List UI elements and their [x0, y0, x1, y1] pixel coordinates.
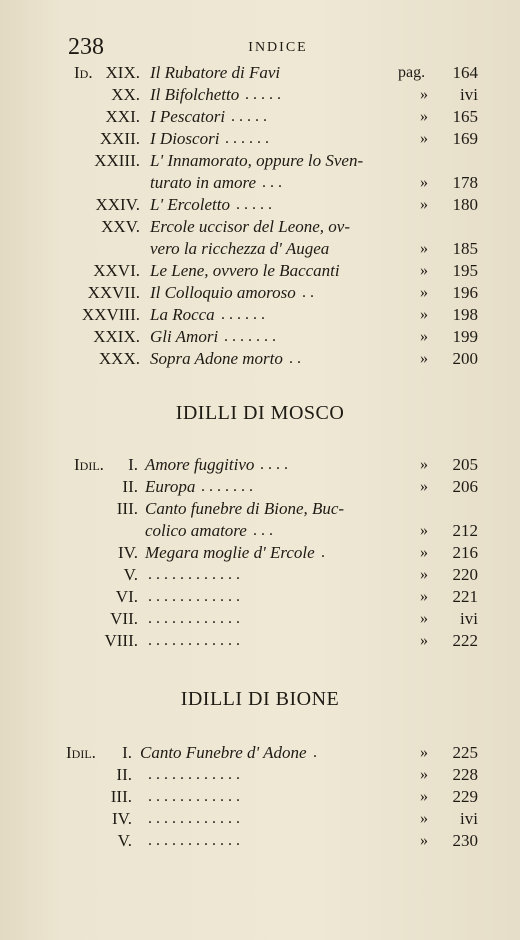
entry-numeral: II. — [122, 477, 138, 496]
entry-number — [62, 542, 138, 564]
ditto-mark: » — [420, 632, 428, 649]
index-entry — [0, 476, 520, 498]
entry-title: La Rocca — [150, 305, 215, 324]
section-title-bione: IDILLI DI BIONE — [180, 688, 340, 710]
entry-title: I Dioscori — [150, 129, 220, 148]
ditto-mark: » — [420, 522, 428, 539]
entry-numeral: I. — [128, 455, 138, 474]
leader-dots: ....... — [224, 328, 280, 345]
leader-dots: ... — [253, 522, 277, 539]
page-reference: 212 — [452, 521, 478, 540]
index-entry — [0, 172, 520, 194]
leader-dots: ............ — [148, 810, 244, 827]
entry-prefix: Idil. — [74, 455, 104, 474]
ditto-mark: » — [420, 328, 428, 345]
entry-number — [74, 62, 140, 84]
page-reference: 185 — [452, 239, 478, 258]
page-reference: 180 — [452, 195, 478, 214]
index-entry — [0, 128, 520, 150]
entry-number — [66, 742, 132, 764]
entry-numeral: XXX. — [98, 349, 140, 368]
entry-number — [62, 260, 140, 282]
leader-dots: .. — [289, 350, 305, 367]
entry-number — [62, 128, 140, 150]
index-entry — [0, 84, 520, 106]
page-reference: 230 — [452, 831, 478, 850]
entry-numeral: XXIII. — [94, 151, 140, 170]
entry-number — [62, 630, 138, 652]
ditto-mark: » — [420, 306, 428, 323]
page-reference: 196 — [452, 283, 478, 302]
entry-numeral: IV. — [118, 543, 138, 562]
ditto-mark: » — [420, 456, 428, 473]
page-reference: 220 — [452, 565, 478, 584]
leader-dots: .... — [260, 456, 292, 473]
index-entry — [0, 764, 520, 786]
entry-numeral: II. — [116, 765, 132, 784]
running-head: INDICE — [248, 40, 308, 55]
page-reference: 216 — [452, 543, 478, 562]
leader-dots: . — [313, 744, 321, 761]
page-reference: 200 — [452, 349, 478, 368]
entry-title: L' Innamorato, oppure lo Sven- — [150, 151, 364, 170]
ditto-mark: » — [420, 108, 428, 125]
entry-numeral: VI. — [115, 587, 138, 606]
page-header — [68, 34, 488, 62]
ditto-mark: » — [420, 788, 428, 805]
page-reference: 206 — [452, 477, 478, 496]
index-entry — [0, 62, 520, 84]
index-entry — [0, 630, 520, 652]
index-entry — [0, 194, 520, 216]
entry-number — [62, 150, 140, 172]
leader-dots: ..... — [231, 108, 271, 125]
entry-number — [74, 454, 138, 476]
entry-number — [54, 786, 132, 808]
page-reference: 228 — [452, 765, 478, 784]
entry-numeral: I. — [122, 743, 132, 762]
page-reference: 225 — [452, 743, 478, 762]
entry-number — [62, 586, 138, 608]
ditto-mark: » — [420, 284, 428, 301]
page-reference: 221 — [452, 587, 478, 606]
entry-title: Europa — [145, 477, 196, 496]
entry-title: vero la ricchezza d' Augea — [150, 239, 330, 258]
entry-title: turato in amore — [150, 173, 257, 192]
entry-title: Sopra Adone morto — [150, 349, 283, 368]
index-entry — [0, 238, 520, 260]
entry-numeral: XIX. — [105, 63, 140, 82]
index-entry — [0, 564, 520, 586]
index-entry — [0, 830, 520, 852]
index-entry — [0, 282, 520, 304]
entry-title: Il Rubatore di Favi — [150, 63, 281, 82]
page-reference: 205 — [452, 455, 478, 474]
page-reference: 229 — [452, 787, 478, 806]
entry-numeral: XXVIII. — [81, 305, 140, 324]
ditto-mark: » — [420, 566, 428, 583]
leader-dots: ...... — [221, 306, 269, 323]
entry-number — [62, 498, 138, 520]
ditto-mark: » — [420, 478, 428, 495]
entry-number — [62, 84, 140, 106]
index-entry — [0, 742, 520, 764]
entry-numeral: XXIV. — [95, 195, 140, 214]
leader-dots: ............ — [148, 632, 244, 649]
entry-number — [62, 216, 140, 238]
section-title-mosco: IDILLI DI MOSCO — [175, 402, 345, 424]
entry-title: Megara moglie d' Ercole — [145, 543, 315, 562]
ditto-mark: » — [420, 240, 428, 257]
entry-numeral: IV. — [112, 809, 132, 828]
index-entry — [0, 304, 520, 326]
page-reference: ivi — [460, 609, 478, 628]
entry-numeral: V. — [117, 831, 132, 850]
ditto-mark: » — [420, 744, 428, 761]
entry-numeral: VIII. — [104, 631, 138, 650]
ditto-mark: » — [420, 262, 428, 279]
ditto-mark: » — [420, 610, 428, 627]
leader-dots: ............ — [148, 610, 244, 627]
page-reference: ivi — [460, 809, 478, 828]
index-entry — [0, 808, 520, 830]
entry-number — [62, 282, 140, 304]
entry-number — [62, 304, 140, 326]
ditto-mark: » — [420, 588, 428, 605]
entry-title: Canto Funebre d' Adone — [140, 743, 307, 762]
leader-dots: ............ — [148, 788, 244, 805]
index-entry — [0, 608, 520, 630]
leader-dots: ............ — [148, 588, 244, 605]
page-reference: 178 — [452, 173, 478, 192]
entry-numeral: V. — [123, 565, 138, 584]
entry-number — [54, 830, 132, 852]
page-number: 238 — [68, 34, 104, 60]
page-reference: 165 — [452, 107, 478, 126]
ditto-mark: » — [420, 130, 428, 147]
page-reference: 195 — [452, 261, 478, 280]
page-reference: ivi — [460, 85, 478, 104]
entry-numeral: XXVII. — [87, 283, 140, 302]
index-entry — [0, 520, 520, 542]
entry-prefix: Id. — [74, 63, 93, 82]
page-reference: 222 — [452, 631, 478, 650]
ditto-mark: » — [420, 174, 428, 191]
ditto-mark: » — [420, 544, 428, 561]
index-entry — [0, 542, 520, 564]
entry-numeral: XXIX. — [93, 327, 140, 346]
entry-numeral: XXI. — [105, 107, 140, 126]
entry-number — [62, 194, 140, 216]
entry-title: I Pescatori — [150, 107, 226, 126]
entry-title: Canto funebre di Bione, Buc- — [145, 499, 345, 518]
page-reference: 169 — [452, 129, 478, 148]
entry-number — [54, 808, 132, 830]
index-entry — [0, 454, 520, 476]
entry-numeral: XXII. — [99, 129, 140, 148]
leader-dots: ...... — [225, 130, 273, 147]
entry-numeral: XXVI. — [93, 261, 140, 280]
index-entry — [0, 786, 520, 808]
pag-label: pag. — [398, 64, 426, 81]
index-entry — [0, 106, 520, 128]
ditto-mark: » — [420, 832, 428, 849]
entry-title: Il Colloquio amoroso — [150, 283, 296, 302]
entry-numeral: XXV. — [101, 217, 140, 236]
entry-numeral: VII. — [110, 609, 138, 628]
index-entry — [0, 150, 520, 172]
entry-number — [62, 608, 138, 630]
leader-dots: ............ — [148, 766, 244, 783]
entry-number — [62, 326, 140, 348]
entry-title: Amore fuggitivo — [145, 455, 255, 474]
entry-title: L' Ercoletto — [150, 195, 230, 214]
ditto-mark: » — [420, 766, 428, 783]
ditto-mark: » — [420, 196, 428, 213]
leader-dots: .. — [302, 284, 318, 301]
index-entry — [0, 260, 520, 282]
entry-title: Gli Amori — [150, 327, 219, 346]
page-reference: 198 — [452, 305, 478, 324]
leader-dots: ............ — [148, 566, 244, 583]
leader-dots: . — [321, 544, 329, 561]
entry-number — [62, 476, 138, 498]
ditto-mark: » — [420, 350, 428, 367]
page-reference: 199 — [452, 327, 478, 346]
entry-title: Il Bifolchetto — [150, 85, 240, 104]
entry-prefix: Idil. — [66, 743, 96, 762]
leader-dots: ... — [262, 174, 286, 191]
index-entry — [0, 216, 520, 238]
index-entry — [0, 348, 520, 370]
entry-number — [62, 106, 140, 128]
entry-numeral: III. — [110, 787, 132, 806]
leader-dots: ....... — [201, 478, 257, 495]
entry-title: Ercole uccisor del Leone, ov- — [150, 217, 350, 236]
index-entry — [0, 586, 520, 608]
ditto-mark: » — [420, 810, 428, 827]
entry-title: Le Lene, ovvero le Baccanti — [150, 261, 340, 280]
ditto-mark: » — [420, 86, 428, 103]
entry-number — [54, 764, 132, 786]
entry-numeral: III. — [116, 499, 138, 518]
entry-numeral: XX. — [111, 85, 140, 104]
leader-dots: ............ — [148, 832, 244, 849]
entry-title: colico amatore — [145, 521, 247, 540]
index-entry — [0, 326, 520, 348]
index-entry — [0, 498, 520, 520]
entry-number — [62, 564, 138, 586]
entry-number — [62, 348, 140, 370]
leader-dots: ..... — [245, 86, 285, 103]
leader-dots: ..... — [236, 196, 276, 213]
page-reference: 164 — [452, 63, 478, 82]
